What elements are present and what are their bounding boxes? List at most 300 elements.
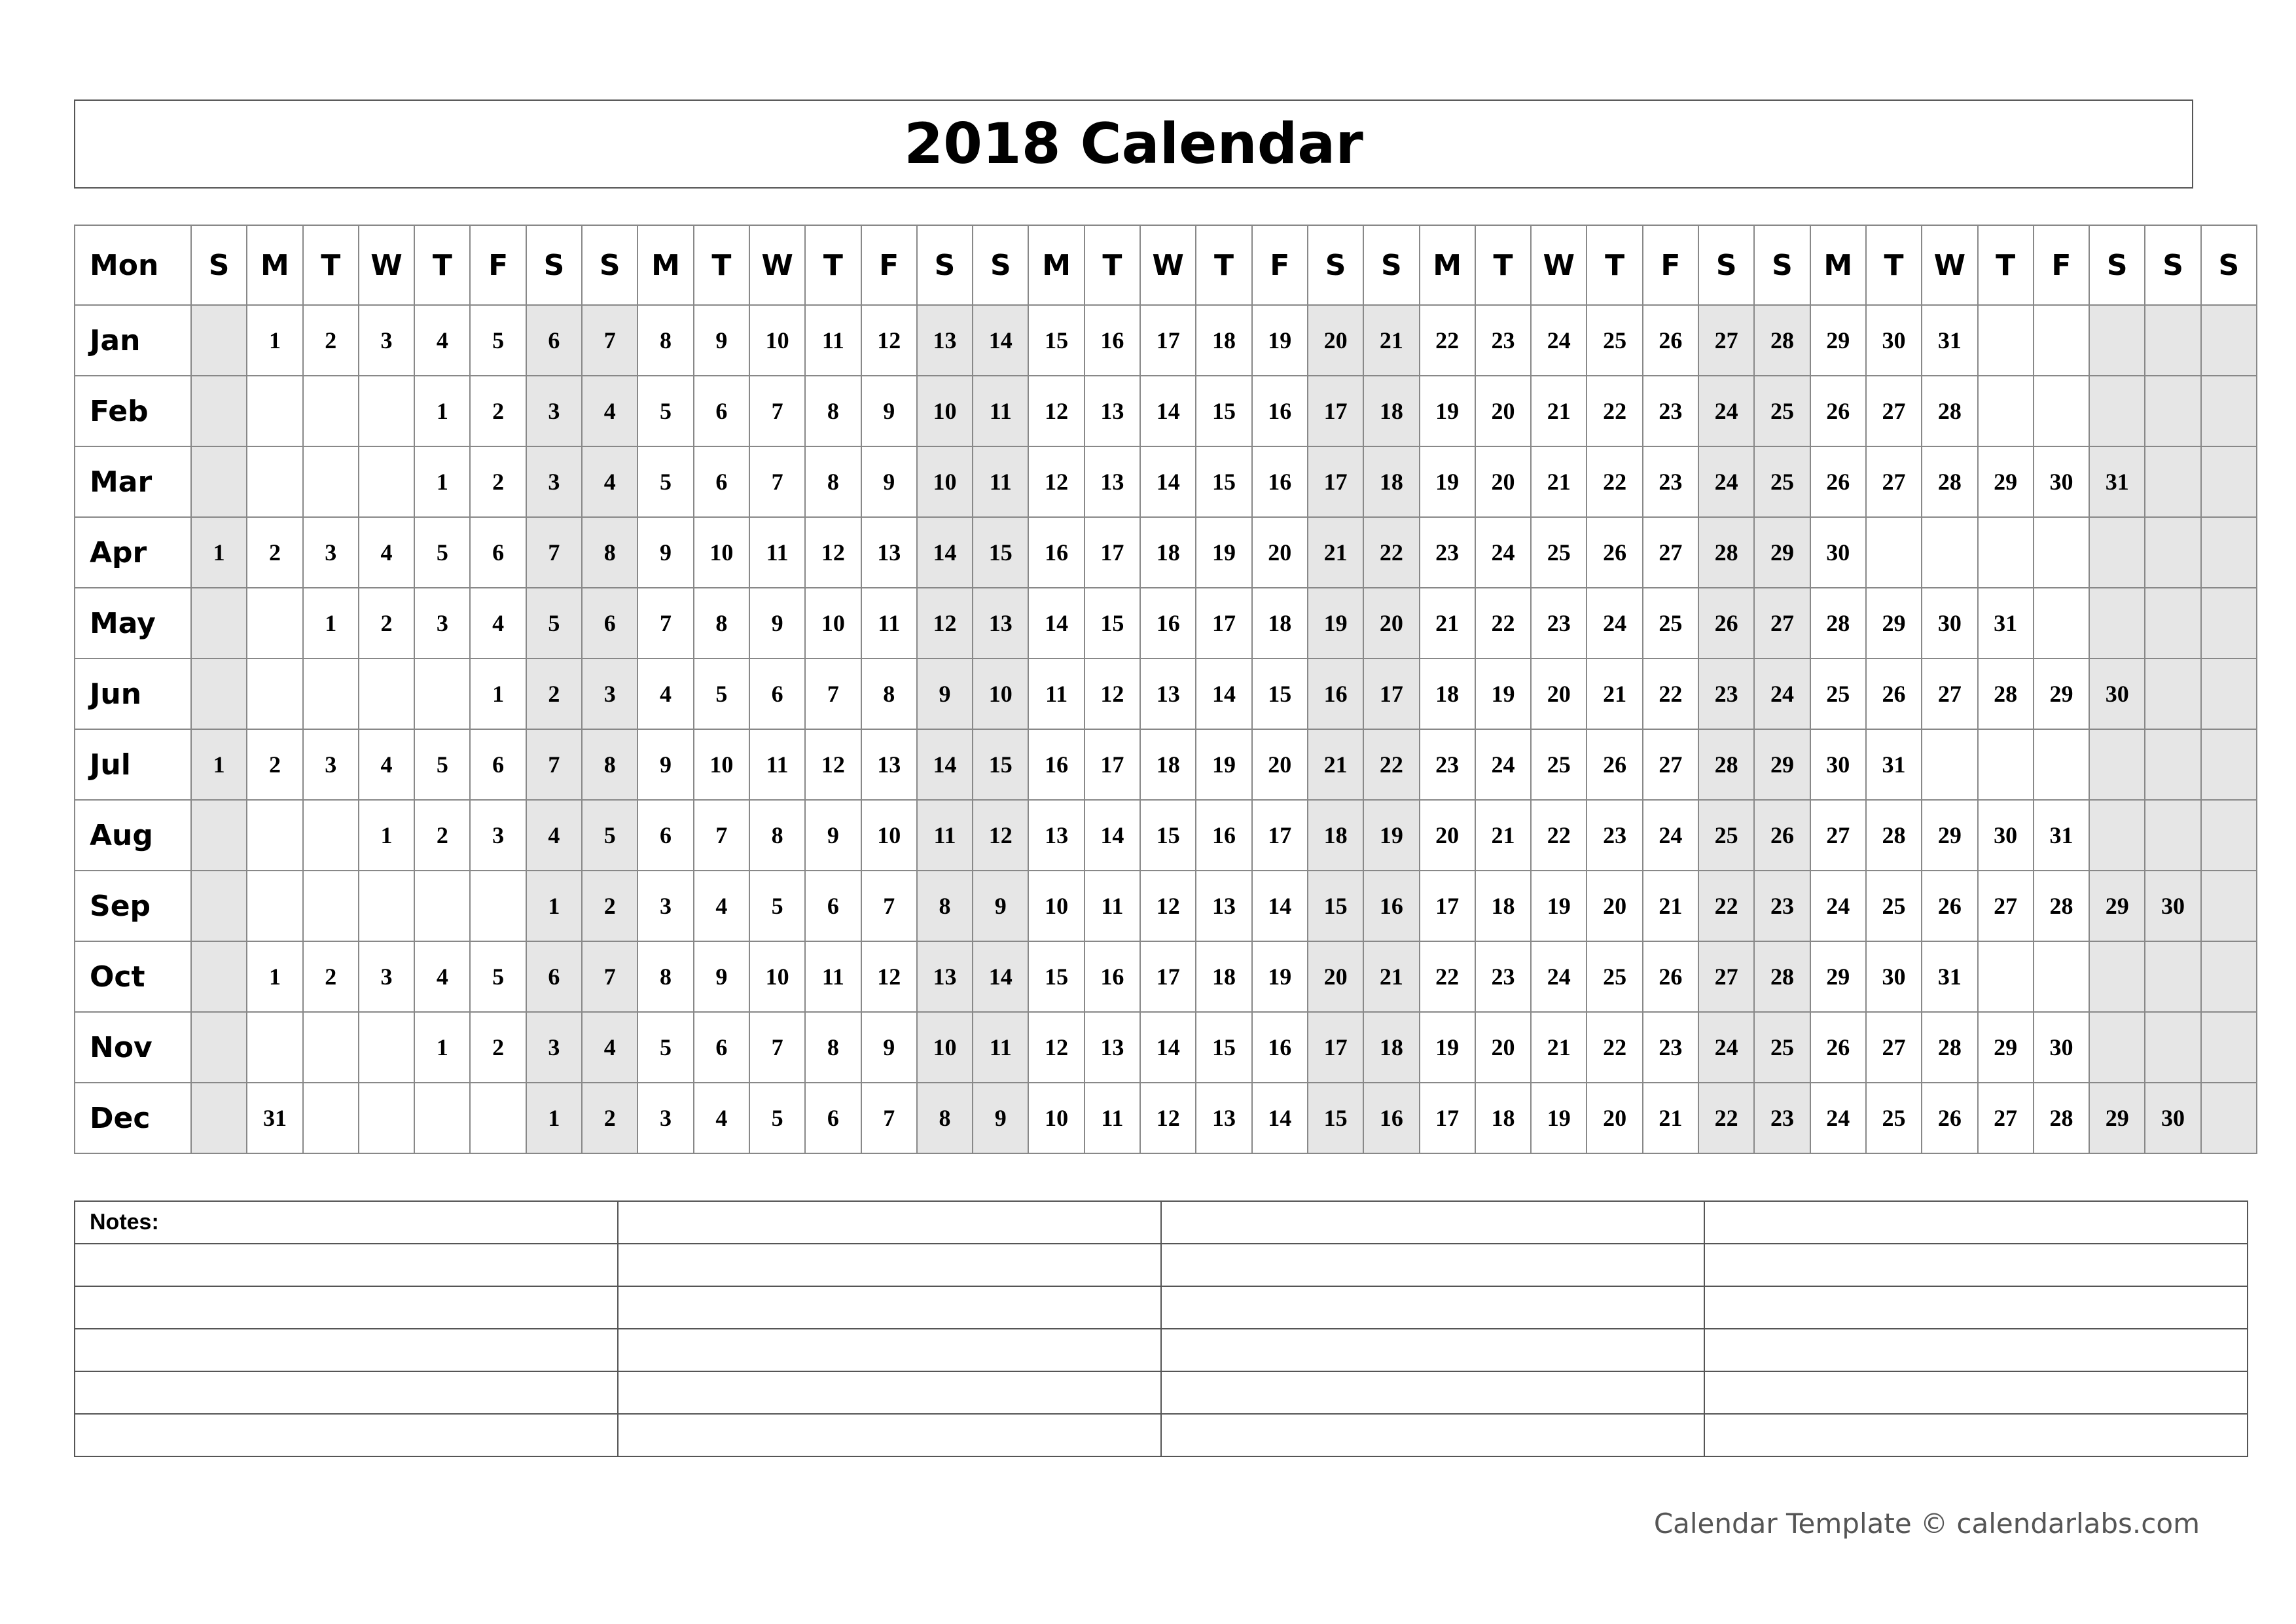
day-cell: 22: [1531, 800, 1587, 871]
day-cell: 1: [303, 588, 359, 659]
day-cell: 4: [414, 305, 470, 376]
day-cell: 20: [1531, 659, 1587, 729]
day-cell: [2201, 871, 2257, 941]
day-cell: 4: [694, 1083, 749, 1153]
weekday-header: S: [917, 225, 973, 305]
day-cell: 22: [1643, 659, 1698, 729]
day-cell: 19: [1531, 1083, 1587, 1153]
day-cell: 6: [526, 305, 582, 376]
day-cell: 31: [1978, 588, 2034, 659]
day-cell: [2034, 305, 2089, 376]
notes-label: Notes:: [75, 1201, 618, 1244]
day-cell: 3: [526, 1012, 582, 1083]
month-header: Mon: [75, 225, 191, 305]
day-cell: 13: [1085, 446, 1140, 517]
weekday-header: M: [1810, 225, 1866, 305]
day-cell: 5: [637, 376, 693, 446]
month-row: [75, 376, 2257, 446]
day-cell: 21: [1308, 517, 1363, 588]
day-cell: 12: [1028, 446, 1084, 517]
day-cell: 9: [917, 659, 973, 729]
day-cell: 28: [1810, 588, 1866, 659]
day-cell: [2145, 517, 2200, 588]
day-cell: 14: [973, 305, 1028, 376]
day-cell: 18: [1196, 941, 1251, 1012]
notes-cell[interactable]: [618, 1244, 1161, 1286]
notes-cell[interactable]: [1704, 1286, 2248, 1329]
day-cell: 8: [917, 1083, 973, 1153]
day-cell: 8: [805, 1012, 861, 1083]
day-cell: [2201, 1083, 2257, 1153]
day-cell: 27: [1698, 305, 1754, 376]
day-cell: [1922, 517, 1977, 588]
day-cell: 31: [2089, 446, 2145, 517]
day-cell: 1: [414, 446, 470, 517]
day-cell: 6: [694, 446, 749, 517]
day-cell: 1: [191, 729, 247, 800]
day-cell: 9: [637, 517, 693, 588]
day-cell: [2089, 305, 2145, 376]
day-cell: [1978, 517, 2034, 588]
day-cell: 2: [582, 871, 637, 941]
day-cell: 8: [694, 588, 749, 659]
notes-cell[interactable]: [1161, 1414, 1704, 1456]
day-cell: 5: [582, 800, 637, 871]
notes-cell[interactable]: [1161, 1329, 1704, 1371]
notes-cell[interactable]: [618, 1201, 1161, 1244]
weekday-header: S: [191, 225, 247, 305]
day-cell: 9: [861, 446, 917, 517]
weekday-header: F: [2034, 225, 2089, 305]
day-cell: 20: [1475, 446, 1531, 517]
day-cell: 18: [1140, 729, 1196, 800]
month-label: Feb: [75, 376, 191, 446]
day-cell: 1: [247, 941, 302, 1012]
day-cell: 13: [1196, 871, 1251, 941]
day-cell: 6: [694, 1012, 749, 1083]
day-cell: [2201, 376, 2257, 446]
day-cell: [414, 659, 470, 729]
day-cell: 14: [1140, 446, 1196, 517]
day-cell: 25: [1754, 376, 1810, 446]
day-cell: [191, 800, 247, 871]
day-cell: 27: [1810, 800, 1866, 871]
day-cell: 16: [1028, 729, 1084, 800]
month-label: Sep: [75, 871, 191, 941]
weekday-header: S: [973, 225, 1028, 305]
day-cell: 15: [1252, 659, 1308, 729]
notes-cell[interactable]: [1704, 1201, 2248, 1244]
day-cell: 5: [414, 729, 470, 800]
day-cell: 9: [749, 588, 805, 659]
day-cell: 17: [1252, 800, 1308, 871]
day-cell: 16: [1363, 1083, 1419, 1153]
day-cell: 26: [1866, 659, 1922, 729]
notes-cell[interactable]: [618, 1414, 1161, 1456]
day-cell: [303, 1083, 359, 1153]
day-cell: 28: [1698, 517, 1754, 588]
day-cell: 11: [749, 729, 805, 800]
day-cell: [359, 871, 414, 941]
month-row: [75, 1012, 2257, 1083]
day-cell: 20: [1363, 588, 1419, 659]
day-cell: 1: [247, 305, 302, 376]
notes-row: [75, 1414, 2248, 1456]
weekday-header: T: [1475, 225, 1531, 305]
month-label: Jul: [75, 729, 191, 800]
day-cell: 21: [1475, 800, 1531, 871]
notes-row: [75, 1286, 2248, 1329]
day-cell: 2: [303, 941, 359, 1012]
weekday-header: W: [1140, 225, 1196, 305]
day-cell: [2089, 941, 2145, 1012]
day-cell: 28: [1754, 305, 1810, 376]
day-cell: 26: [1587, 517, 1642, 588]
day-cell: 29: [1922, 800, 1977, 871]
day-cell: 24: [1475, 517, 1531, 588]
day-cell: [2145, 588, 2200, 659]
day-cell: 26: [1643, 305, 1698, 376]
day-cell: 4: [637, 659, 693, 729]
day-cell: 26: [1643, 941, 1698, 1012]
notes-table: [74, 1200, 2248, 1457]
day-cell: 8: [582, 729, 637, 800]
notes-cell[interactable]: [75, 1329, 618, 1371]
day-cell: 3: [582, 659, 637, 729]
day-cell: 24: [1698, 376, 1754, 446]
day-cell: 23: [1698, 659, 1754, 729]
day-cell: 28: [1978, 659, 2034, 729]
day-cell: 26: [1810, 1012, 1866, 1083]
notes-cell[interactable]: [618, 1286, 1161, 1329]
day-cell: 14: [917, 517, 973, 588]
day-cell: 22: [1698, 1083, 1754, 1153]
day-cell: 22: [1587, 376, 1642, 446]
day-cell: 10: [1028, 1083, 1084, 1153]
day-cell: [2145, 659, 2200, 729]
notes-cell[interactable]: [1704, 1244, 2248, 1286]
day-cell: [2201, 800, 2257, 871]
day-cell: 11: [973, 446, 1028, 517]
day-cell: 11: [1085, 871, 1140, 941]
day-cell: 3: [303, 729, 359, 800]
day-cell: 25: [1866, 871, 1922, 941]
day-cell: 18: [1420, 659, 1475, 729]
day-cell: [303, 800, 359, 871]
weekday-header: T: [1196, 225, 1251, 305]
day-cell: [2201, 446, 2257, 517]
weekday-header: W: [359, 225, 414, 305]
day-cell: 25: [1531, 729, 1587, 800]
day-cell: 24: [1531, 941, 1587, 1012]
notes-cell[interactable]: [618, 1329, 1161, 1371]
month-row: [75, 446, 2257, 517]
day-cell: 28: [1922, 1012, 1977, 1083]
day-cell: 9: [973, 871, 1028, 941]
day-cell: 29: [1754, 517, 1810, 588]
notes-cell[interactable]: [1161, 1286, 1704, 1329]
day-cell: 29: [1810, 305, 1866, 376]
day-cell: 1: [526, 871, 582, 941]
day-cell: [2034, 729, 2089, 800]
day-cell: 5: [526, 588, 582, 659]
day-cell: [1978, 376, 2034, 446]
weekday-header: F: [470, 225, 526, 305]
day-cell: [359, 1012, 414, 1083]
weekday-header: T: [1978, 225, 2034, 305]
notes-cell[interactable]: [1161, 1244, 1704, 1286]
day-cell: [2034, 517, 2089, 588]
day-cell: 18: [1363, 446, 1419, 517]
day-cell: 27: [1978, 871, 2034, 941]
month-row: [75, 1083, 2257, 1153]
weekday-header: T: [805, 225, 861, 305]
day-cell: 7: [861, 871, 917, 941]
day-cell: 28: [1698, 729, 1754, 800]
day-cell: 19: [1420, 376, 1475, 446]
day-cell: 12: [1140, 871, 1196, 941]
day-cell: 14: [1140, 1012, 1196, 1083]
title-box: [74, 99, 2193, 189]
month-label: Jun: [75, 659, 191, 729]
day-cell: [2201, 305, 2257, 376]
day-cell: 7: [861, 1083, 917, 1153]
day-cell: 19: [1475, 659, 1531, 729]
day-cell: 22: [1587, 446, 1642, 517]
weekday-header: F: [1643, 225, 1698, 305]
day-cell: [2089, 376, 2145, 446]
day-cell: 7: [526, 517, 582, 588]
day-cell: 30: [2034, 1012, 2089, 1083]
day-cell: [303, 446, 359, 517]
day-cell: 17: [1308, 446, 1363, 517]
notes-cell[interactable]: [1161, 1371, 1704, 1414]
day-cell: 11: [805, 941, 861, 1012]
day-cell: 12: [1028, 1012, 1084, 1083]
day-cell: 24: [1754, 659, 1810, 729]
weekday-header: T: [694, 225, 749, 305]
day-cell: [247, 659, 302, 729]
day-cell: 4: [359, 517, 414, 588]
weekday-header: S: [1698, 225, 1754, 305]
weekday-header: T: [303, 225, 359, 305]
day-cell: 10: [749, 941, 805, 1012]
day-cell: 13: [917, 941, 973, 1012]
day-cell: 27: [1922, 659, 1977, 729]
day-cell: 21: [1587, 659, 1642, 729]
day-cell: [191, 1012, 247, 1083]
notes-cell[interactable]: [75, 1414, 618, 1456]
day-cell: 1: [526, 1083, 582, 1153]
notes-cell[interactable]: [75, 1371, 618, 1414]
day-cell: 23: [1475, 941, 1531, 1012]
day-cell: 17: [1363, 659, 1419, 729]
notes-cell[interactable]: [1161, 1201, 1704, 1244]
day-cell: [303, 659, 359, 729]
day-cell: 8: [805, 446, 861, 517]
day-cell: 8: [861, 659, 917, 729]
day-cell: 27: [1978, 1083, 2034, 1153]
day-cell: 23: [1531, 588, 1587, 659]
weekday-header: M: [1420, 225, 1475, 305]
day-cell: 11: [805, 305, 861, 376]
day-cell: 6: [470, 517, 526, 588]
month-row: [75, 588, 2257, 659]
day-cell: 17: [1308, 1012, 1363, 1083]
day-cell: 24: [1587, 588, 1642, 659]
day-cell: 2: [359, 588, 414, 659]
day-cell: 25: [1643, 588, 1698, 659]
day-cell: 15: [1196, 1012, 1251, 1083]
weekday-header: S: [1308, 225, 1363, 305]
day-cell: 18: [1475, 1083, 1531, 1153]
day-cell: 14: [1252, 871, 1308, 941]
day-cell: 13: [1196, 1083, 1251, 1153]
day-cell: 16: [1363, 871, 1419, 941]
day-cell: 16: [1252, 446, 1308, 517]
weekday-header: M: [637, 225, 693, 305]
day-cell: 22: [1475, 588, 1531, 659]
month-label: May: [75, 588, 191, 659]
day-cell: 28: [1866, 800, 1922, 871]
notes-cell[interactable]: [1704, 1371, 2248, 1414]
notes-cell[interactable]: [618, 1371, 1161, 1414]
day-cell: [2145, 1012, 2200, 1083]
day-cell: 25: [1587, 941, 1642, 1012]
day-cell: 9: [637, 729, 693, 800]
day-cell: [1922, 729, 1977, 800]
day-cell: 9: [805, 800, 861, 871]
day-cell: 3: [526, 376, 582, 446]
day-cell: 5: [694, 659, 749, 729]
day-cell: 12: [973, 800, 1028, 871]
day-cell: [191, 1083, 247, 1153]
day-cell: 21: [1308, 729, 1363, 800]
year-calendar-grid: [74, 225, 2257, 1154]
month-row: [75, 941, 2257, 1012]
day-cell: 15: [1196, 446, 1251, 517]
day-cell: 29: [1978, 1012, 2034, 1083]
day-cell: 1: [470, 659, 526, 729]
day-cell: 5: [470, 305, 526, 376]
day-cell: 3: [303, 517, 359, 588]
day-cell: [2034, 941, 2089, 1012]
day-cell: [191, 941, 247, 1012]
day-cell: 28: [2034, 1083, 2089, 1153]
month-label: Dec: [75, 1083, 191, 1153]
day-cell: 6: [805, 871, 861, 941]
day-cell: 12: [1028, 376, 1084, 446]
day-cell: [2201, 941, 2257, 1012]
day-cell: [1866, 517, 1922, 588]
month-row: [75, 729, 2257, 800]
notes-cell[interactable]: [75, 1244, 618, 1286]
day-cell: 26: [1922, 871, 1977, 941]
day-cell: 20: [1420, 800, 1475, 871]
day-cell: 25: [1754, 1012, 1810, 1083]
day-cell: 9: [861, 376, 917, 446]
day-cell: 6: [637, 800, 693, 871]
day-cell: 29: [1754, 729, 1810, 800]
day-cell: [414, 871, 470, 941]
day-cell: 3: [470, 800, 526, 871]
month-label: Nov: [75, 1012, 191, 1083]
day-cell: 29: [1810, 941, 1866, 1012]
day-cell: 21: [1363, 941, 1419, 1012]
day-cell: 24: [1643, 800, 1698, 871]
notes-cell[interactable]: [75, 1286, 618, 1329]
day-cell: 14: [973, 941, 1028, 1012]
day-cell: 19: [1196, 729, 1251, 800]
day-cell: 22: [1363, 729, 1419, 800]
day-cell: [247, 1012, 302, 1083]
day-cell: 20: [1587, 1083, 1642, 1153]
month-row: [75, 659, 2257, 729]
day-cell: 29: [1866, 588, 1922, 659]
day-cell: [2145, 376, 2200, 446]
day-cell: 8: [582, 517, 637, 588]
day-cell: [303, 1012, 359, 1083]
day-cell: 27: [1866, 446, 1922, 517]
day-cell: 2: [414, 800, 470, 871]
weekday-header: T: [1587, 225, 1642, 305]
day-cell: 3: [414, 588, 470, 659]
day-cell: 17: [1308, 376, 1363, 446]
day-cell: [359, 446, 414, 517]
day-cell: 11: [749, 517, 805, 588]
page-title: 2018 Calendar: [904, 111, 1363, 177]
day-cell: 5: [637, 446, 693, 517]
weekday-header: S: [526, 225, 582, 305]
day-cell: 27: [1643, 517, 1698, 588]
weekday-header: S: [1363, 225, 1419, 305]
day-cell: 20: [1475, 376, 1531, 446]
day-cell: 3: [359, 941, 414, 1012]
day-cell: 21: [1531, 446, 1587, 517]
month-label: Apr: [75, 517, 191, 588]
day-cell: 11: [917, 800, 973, 871]
day-cell: 21: [1643, 1083, 1698, 1153]
day-cell: 30: [1866, 305, 1922, 376]
day-cell: [1978, 729, 2034, 800]
weekday-header: W: [749, 225, 805, 305]
day-cell: 20: [1252, 517, 1308, 588]
day-cell: 5: [414, 517, 470, 588]
notes-cell[interactable]: [1704, 1414, 2248, 1456]
day-cell: 22: [1420, 305, 1475, 376]
notes-cell[interactable]: [1704, 1329, 2248, 1371]
day-cell: 16: [1085, 941, 1140, 1012]
weekday-header: S: [1754, 225, 1810, 305]
day-cell: 24: [1698, 1012, 1754, 1083]
day-cell: 7: [694, 800, 749, 871]
day-cell: 22: [1363, 517, 1419, 588]
weekday-header: S: [2201, 225, 2257, 305]
day-cell: 26: [1810, 376, 1866, 446]
day-cell: 14: [1085, 800, 1140, 871]
day-cell: 6: [526, 941, 582, 1012]
notes-row: [75, 1329, 2248, 1371]
day-cell: 31: [2034, 800, 2089, 871]
day-cell: [247, 376, 302, 446]
day-cell: [2089, 1012, 2145, 1083]
day-cell: 2: [470, 376, 526, 446]
day-cell: 22: [1420, 941, 1475, 1012]
day-cell: 15: [1028, 941, 1084, 1012]
day-cell: 1: [414, 376, 470, 446]
day-cell: 25: [1810, 659, 1866, 729]
day-cell: 8: [637, 941, 693, 1012]
